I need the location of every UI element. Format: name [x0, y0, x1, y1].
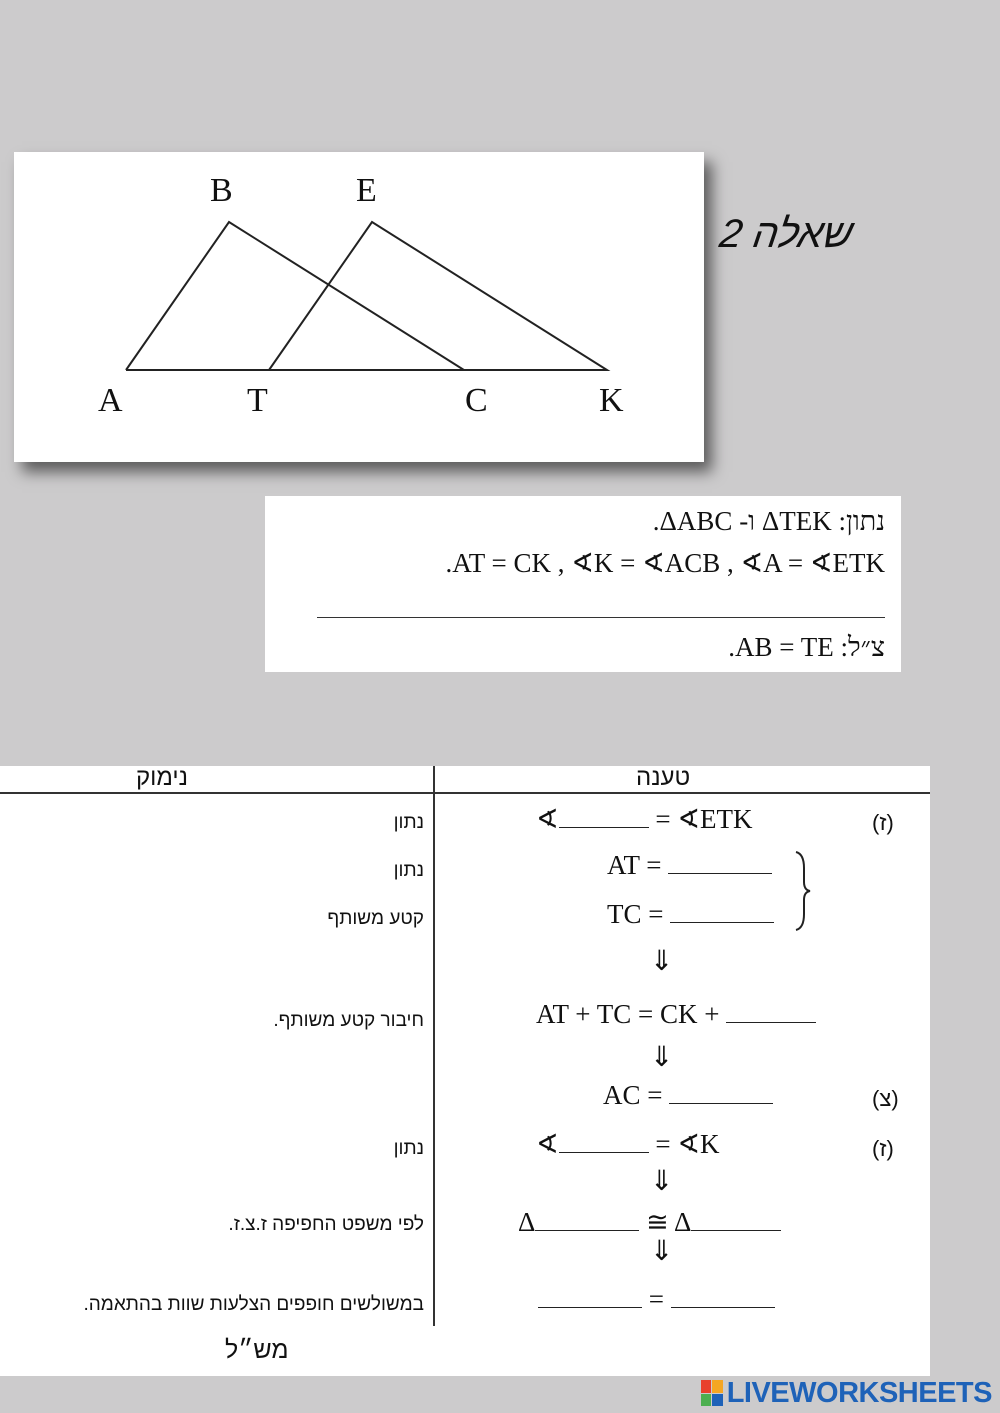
- brand-watermark: [701, 1378, 992, 1408]
- blank-row-7a[interactable]: [535, 1208, 639, 1231]
- brand-logo-icon: [701, 1380, 723, 1406]
- point-label-a: A: [98, 382, 123, 419]
- question-title: שאלה 2: [716, 212, 856, 256]
- point-label-t: T: [247, 382, 268, 419]
- point-label-k: K: [599, 382, 624, 419]
- blank-row-5[interactable]: [669, 1081, 773, 1104]
- claim-row-8: =: [538, 1284, 775, 1315]
- reason-row-1: נתון: [393, 812, 424, 833]
- brand-logo-tile: [701, 1380, 712, 1393]
- point-label-c: C: [465, 382, 488, 419]
- column-divider: [433, 766, 435, 1326]
- proof-table: [0, 766, 930, 1376]
- claim-row-1: ∢ = ∢ETK: [536, 804, 753, 834]
- diagram-card: [14, 152, 704, 462]
- brand-logo-tile: [712, 1394, 723, 1407]
- triangle-abc: [126, 222, 464, 370]
- blank-row-6[interactable]: [559, 1130, 649, 1153]
- blank-row-8b[interactable]: [671, 1285, 775, 1308]
- header-rule: [0, 792, 930, 794]
- point-label-e: E: [356, 172, 377, 209]
- claim-row-6: ∢ = ∢K: [536, 1129, 720, 1159]
- brand-logo-tile: [712, 1380, 723, 1393]
- arrow-4: ⇓: [650, 1234, 674, 1267]
- arrow-3: ⇓: [650, 1164, 674, 1197]
- given-line-to-prove: צ״ל: AB = TE.: [728, 632, 885, 662]
- reason-row-7: לפי משפט החפיפה ז.צ.ז.: [228, 1214, 424, 1235]
- reason-row-2: נתון: [393, 860, 424, 881]
- brand-text: LIVEWORKSHEETS: [726, 1376, 992, 1409]
- claim-row-5: AC =: [603, 1080, 773, 1111]
- reason-row-6: נתון: [393, 1138, 424, 1159]
- given-separator: [317, 617, 885, 618]
- point-label-b: B: [210, 172, 233, 209]
- claim-row-4: AT + TC = CK +: [536, 999, 816, 1030]
- blank-row-4[interactable]: [726, 1000, 816, 1023]
- blank-row-1[interactable]: [559, 805, 649, 828]
- reason-row-4: חיבור קטע משותף.: [273, 1010, 424, 1031]
- reason-row-8: במשולשים חופפים הצלעות שוות בהתאמה.: [83, 1294, 424, 1315]
- blank-row-7b[interactable]: [691, 1208, 781, 1231]
- given-card: [265, 496, 901, 672]
- tag-row-1: (ז): [872, 810, 894, 835]
- claim-row-2: AT =: [607, 850, 772, 881]
- header-claim: טענה: [636, 764, 691, 791]
- claim-row-7: Δ ≅ Δ: [518, 1207, 781, 1238]
- header-reason: נימוק: [136, 764, 188, 791]
- brand-logo-tile: [701, 1394, 712, 1407]
- qed-label: מש״ל: [225, 1336, 289, 1364]
- claim-row-3: TC =: [607, 899, 774, 930]
- tag-row-6: (ז): [872, 1136, 894, 1161]
- blank-row-2[interactable]: [668, 851, 772, 874]
- arrow-2: ⇓: [650, 1040, 674, 1073]
- right-brace: [792, 850, 812, 932]
- tag-row-5: (צ): [872, 1086, 899, 1111]
- given-line-2: AT = CK , ∢K = ∢ACB , ∢A = ∢ETK.: [445, 548, 885, 578]
- triangle-tek: [269, 222, 607, 370]
- given-line-1: נתון: ΔTEK ו- ΔABC.: [652, 506, 885, 536]
- blank-row-8a[interactable]: [538, 1285, 642, 1308]
- reason-row-3: קטע משותף: [327, 908, 424, 929]
- arrow-1: ⇓: [650, 944, 674, 977]
- blank-row-3[interactable]: [670, 900, 774, 923]
